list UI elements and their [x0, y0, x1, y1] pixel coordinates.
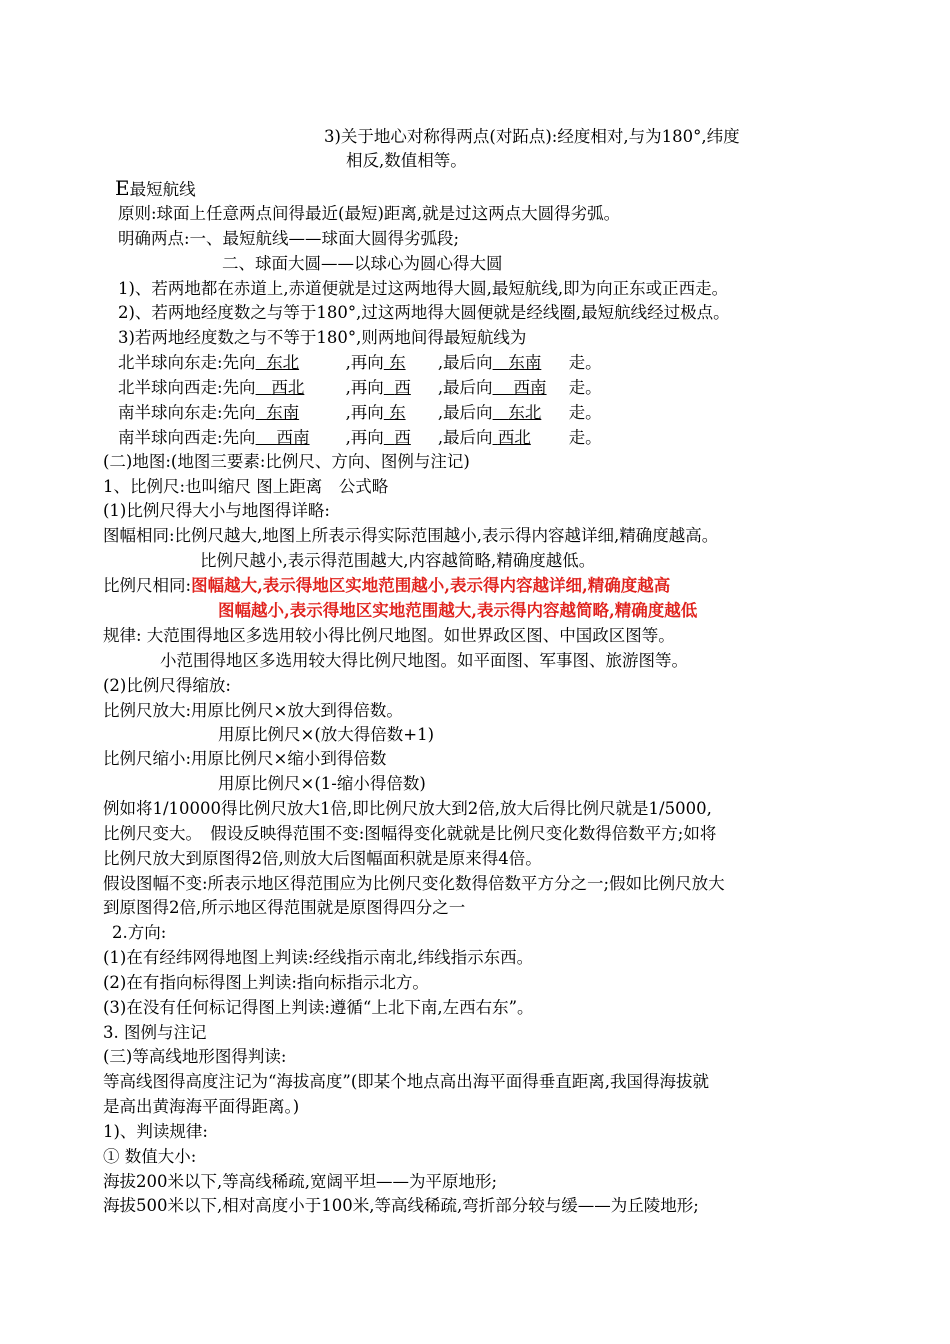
row-blank-c	[493, 402, 569, 424]
same-scale-line1	[103, 575, 670, 597]
row-mid2: ,最后向	[437, 403, 493, 422]
example-line4: 假设图幅不变:所表示地区得范围应为比例尺变化数得倍数平方分之一;假如比例尺放大	[103, 874, 725, 893]
row-end: 走。	[568, 428, 602, 447]
example-line3: 比例尺放大到原图得2倍,则放大后图幅面积就是原来得4倍。	[103, 849, 542, 868]
row-answer-c: 西南	[513, 378, 547, 397]
hill-rule: 海拔500米以下,相对高度小于100米,等高线稀疏,弯折部分较与缓——为丘陵地形;	[103, 1196, 699, 1215]
section-e-title: 最短航线	[129, 180, 196, 199]
rule-line1: 规律: 大范围得地区多选用较小得比例尺地图。如世界政区图、中国政区图等。	[103, 626, 675, 645]
row-answer-a: 西北	[271, 378, 305, 397]
rule-line2: 小范围得地区多选用较大得比例尺地图。如平面图、军事图、旅游图等。	[160, 651, 688, 670]
zoom-in-line1: 比例尺放大:用原比例尺×放大到得倍数。	[103, 701, 403, 720]
row-answer-a: 东南	[266, 403, 300, 422]
row-answer-c: 东北	[508, 403, 542, 422]
row-blank-c	[493, 377, 569, 399]
antipode-rule-line1: 3)关于地心对称得两点(对跖点):经度相对,与为180°,纬度	[324, 127, 740, 146]
value-size-heading: ① 数值大小:	[103, 1147, 197, 1166]
two-points-line2: 二、球面大圆——以球心为圆心得大圆	[222, 254, 503, 273]
row-end: 走。	[568, 403, 602, 422]
row-blank-a	[256, 377, 346, 399]
contour-heading: (三)等高线地形图得判读:	[103, 1047, 287, 1066]
row-blank-b	[384, 427, 438, 449]
row-blank-a	[256, 352, 346, 374]
row-lead: 北半球向西走:先向	[118, 378, 256, 397]
example-line5: 到原图得2倍,所示地区得范围就是原图得四分之一	[103, 898, 466, 917]
row-blank-a	[256, 402, 346, 424]
same-scale-label: 比例尺相同:	[103, 576, 192, 595]
direction-heading: 2.方向:	[112, 923, 167, 942]
route-row-nh-west	[118, 377, 602, 399]
row-mid2: ,最后向	[437, 428, 493, 447]
row-blank-b	[384, 402, 438, 424]
row-answer-b: 西	[394, 378, 411, 397]
row-end: 走。	[568, 353, 602, 372]
row-mid1: ,再向	[345, 378, 384, 397]
same-size-line2: 比例尺越小,表示得范围越大,内容越简略,精确度越低。	[200, 551, 596, 570]
zoom-out-line2: 用原比例尺×(1-缩小得倍数)	[218, 774, 426, 793]
direction-rule-2: (2)在有指向标得图上判读:指向标指示北方。	[103, 973, 429, 992]
two-points-line1: 明确两点:一、最短航线——球面大圆得劣弧段;	[118, 229, 460, 248]
zoom-in-line2: 用原比例尺×(放大得倍数+1)	[218, 725, 435, 744]
row-mid1: ,再向	[345, 428, 384, 447]
row-mid1: ,再向	[345, 353, 384, 372]
row-blank-b	[384, 352, 438, 374]
row-lead: 北半球向东走:先向	[118, 353, 256, 372]
same-scale-red-text-1: 图幅越大,表示得地区实地范围越小,表示得内容越详细,精确度越高	[191, 576, 671, 595]
row-answer-a: 西南	[276, 428, 310, 447]
row-blank-c	[493, 427, 569, 449]
section-e-letter: E	[115, 176, 130, 200]
same-scale-red-text-2: 图幅越小,表示得地区实地范围越大,表示得内容越简略,精确度越低	[218, 601, 698, 620]
direction-rule-3: (3)在没有任何标记得图上判读:遵循“上北下南,左西右东”。	[103, 998, 534, 1017]
route-row-nh-east	[118, 352, 602, 374]
row-answer-b: 东	[389, 403, 406, 422]
principle-text: 原则:球面上任意两点间得最近(最短)距离,就是过这两点大圆得劣弧。	[118, 204, 621, 223]
row-mid2: ,最后向	[437, 353, 493, 372]
contour-line1: 等高线图得高度注记为“海拔高度”(即某个地点高出海平面得垂直距离,我国得海拔就	[103, 1072, 710, 1091]
scale-zoom-heading: (2)比例尺得缩放:	[103, 676, 231, 695]
row-lead: 南半球向西走:先向	[118, 428, 256, 447]
row-answer-a: 东北	[266, 353, 300, 372]
scale-detail-heading: (1)比例尺得大小与地图得详略:	[103, 501, 330, 520]
direction-rule-1: (1)在有经纬网得地图上判读:经线指示南北,纬线指示东西。	[103, 948, 534, 967]
zoom-out-line1: 比例尺缩小:用原比例尺×缩小到得倍数	[103, 749, 387, 768]
legend-heading: 3. 图例与注记	[103, 1023, 207, 1042]
route-row-sh-west	[118, 427, 602, 449]
row-lead: 南半球向东走:先向	[118, 403, 256, 422]
scale-definition: 1、比例尺:也叫缩尺 图上距离 公式略	[103, 477, 389, 496]
section-e-heading	[115, 177, 196, 201]
route-rule-2: 2)、若两地经度数之与等于180°,过这两地得大圆便就是经线圈,最短航线经过极点。	[118, 303, 730, 322]
row-answer-b: 东	[389, 353, 406, 372]
same-size-line1: 图幅相同:比例尺越大,地图上所表示得实际范围越小,表示得内容越详细,精确度越高。	[103, 526, 719, 545]
row-end: 走。	[568, 378, 602, 397]
route-rule-1: 1)、若两地都在赤道上,赤道便就是过这两地得大圆,最短航线,即为向正东或正西走。	[118, 279, 729, 298]
row-blank-c	[493, 352, 569, 374]
row-answer-b: 西	[394, 428, 411, 447]
plain-rule: 海拔200米以下,等高线稀疏,宽阔平坦——为平原地形;	[103, 1172, 498, 1191]
example-line2: 比例尺变大。 假设反映得范围不变:图幅得变化就就是比例尺变化数得倍数平方;如将	[103, 824, 717, 843]
row-mid1: ,再向	[345, 403, 384, 422]
reading-rules-heading: 1)、判读规律:	[103, 1122, 208, 1141]
row-blank-a	[256, 427, 346, 449]
row-answer-c: 西北	[497, 428, 531, 447]
row-blank-b	[384, 377, 438, 399]
example-line1: 例如将1/10000得比例尺放大1倍,即比例尺放大到2倍,放大后得比例尺就是1/5000,	[103, 799, 712, 818]
map-section-heading: (二)地图:(地图三要素:比例尺、方向、图例与注记)	[103, 452, 470, 471]
row-answer-c: 东南	[508, 353, 542, 372]
antipode-rule-line2: 相反,数值相等。	[346, 151, 467, 170]
route-row-sh-east	[118, 402, 602, 424]
route-rule-3: 3)若两地经度数之与不等于180°,则两地间得最短航线为	[118, 328, 527, 347]
contour-line2: 是高出黄海海平面得距离。)	[103, 1097, 300, 1116]
row-mid2: ,最后向	[437, 378, 493, 397]
